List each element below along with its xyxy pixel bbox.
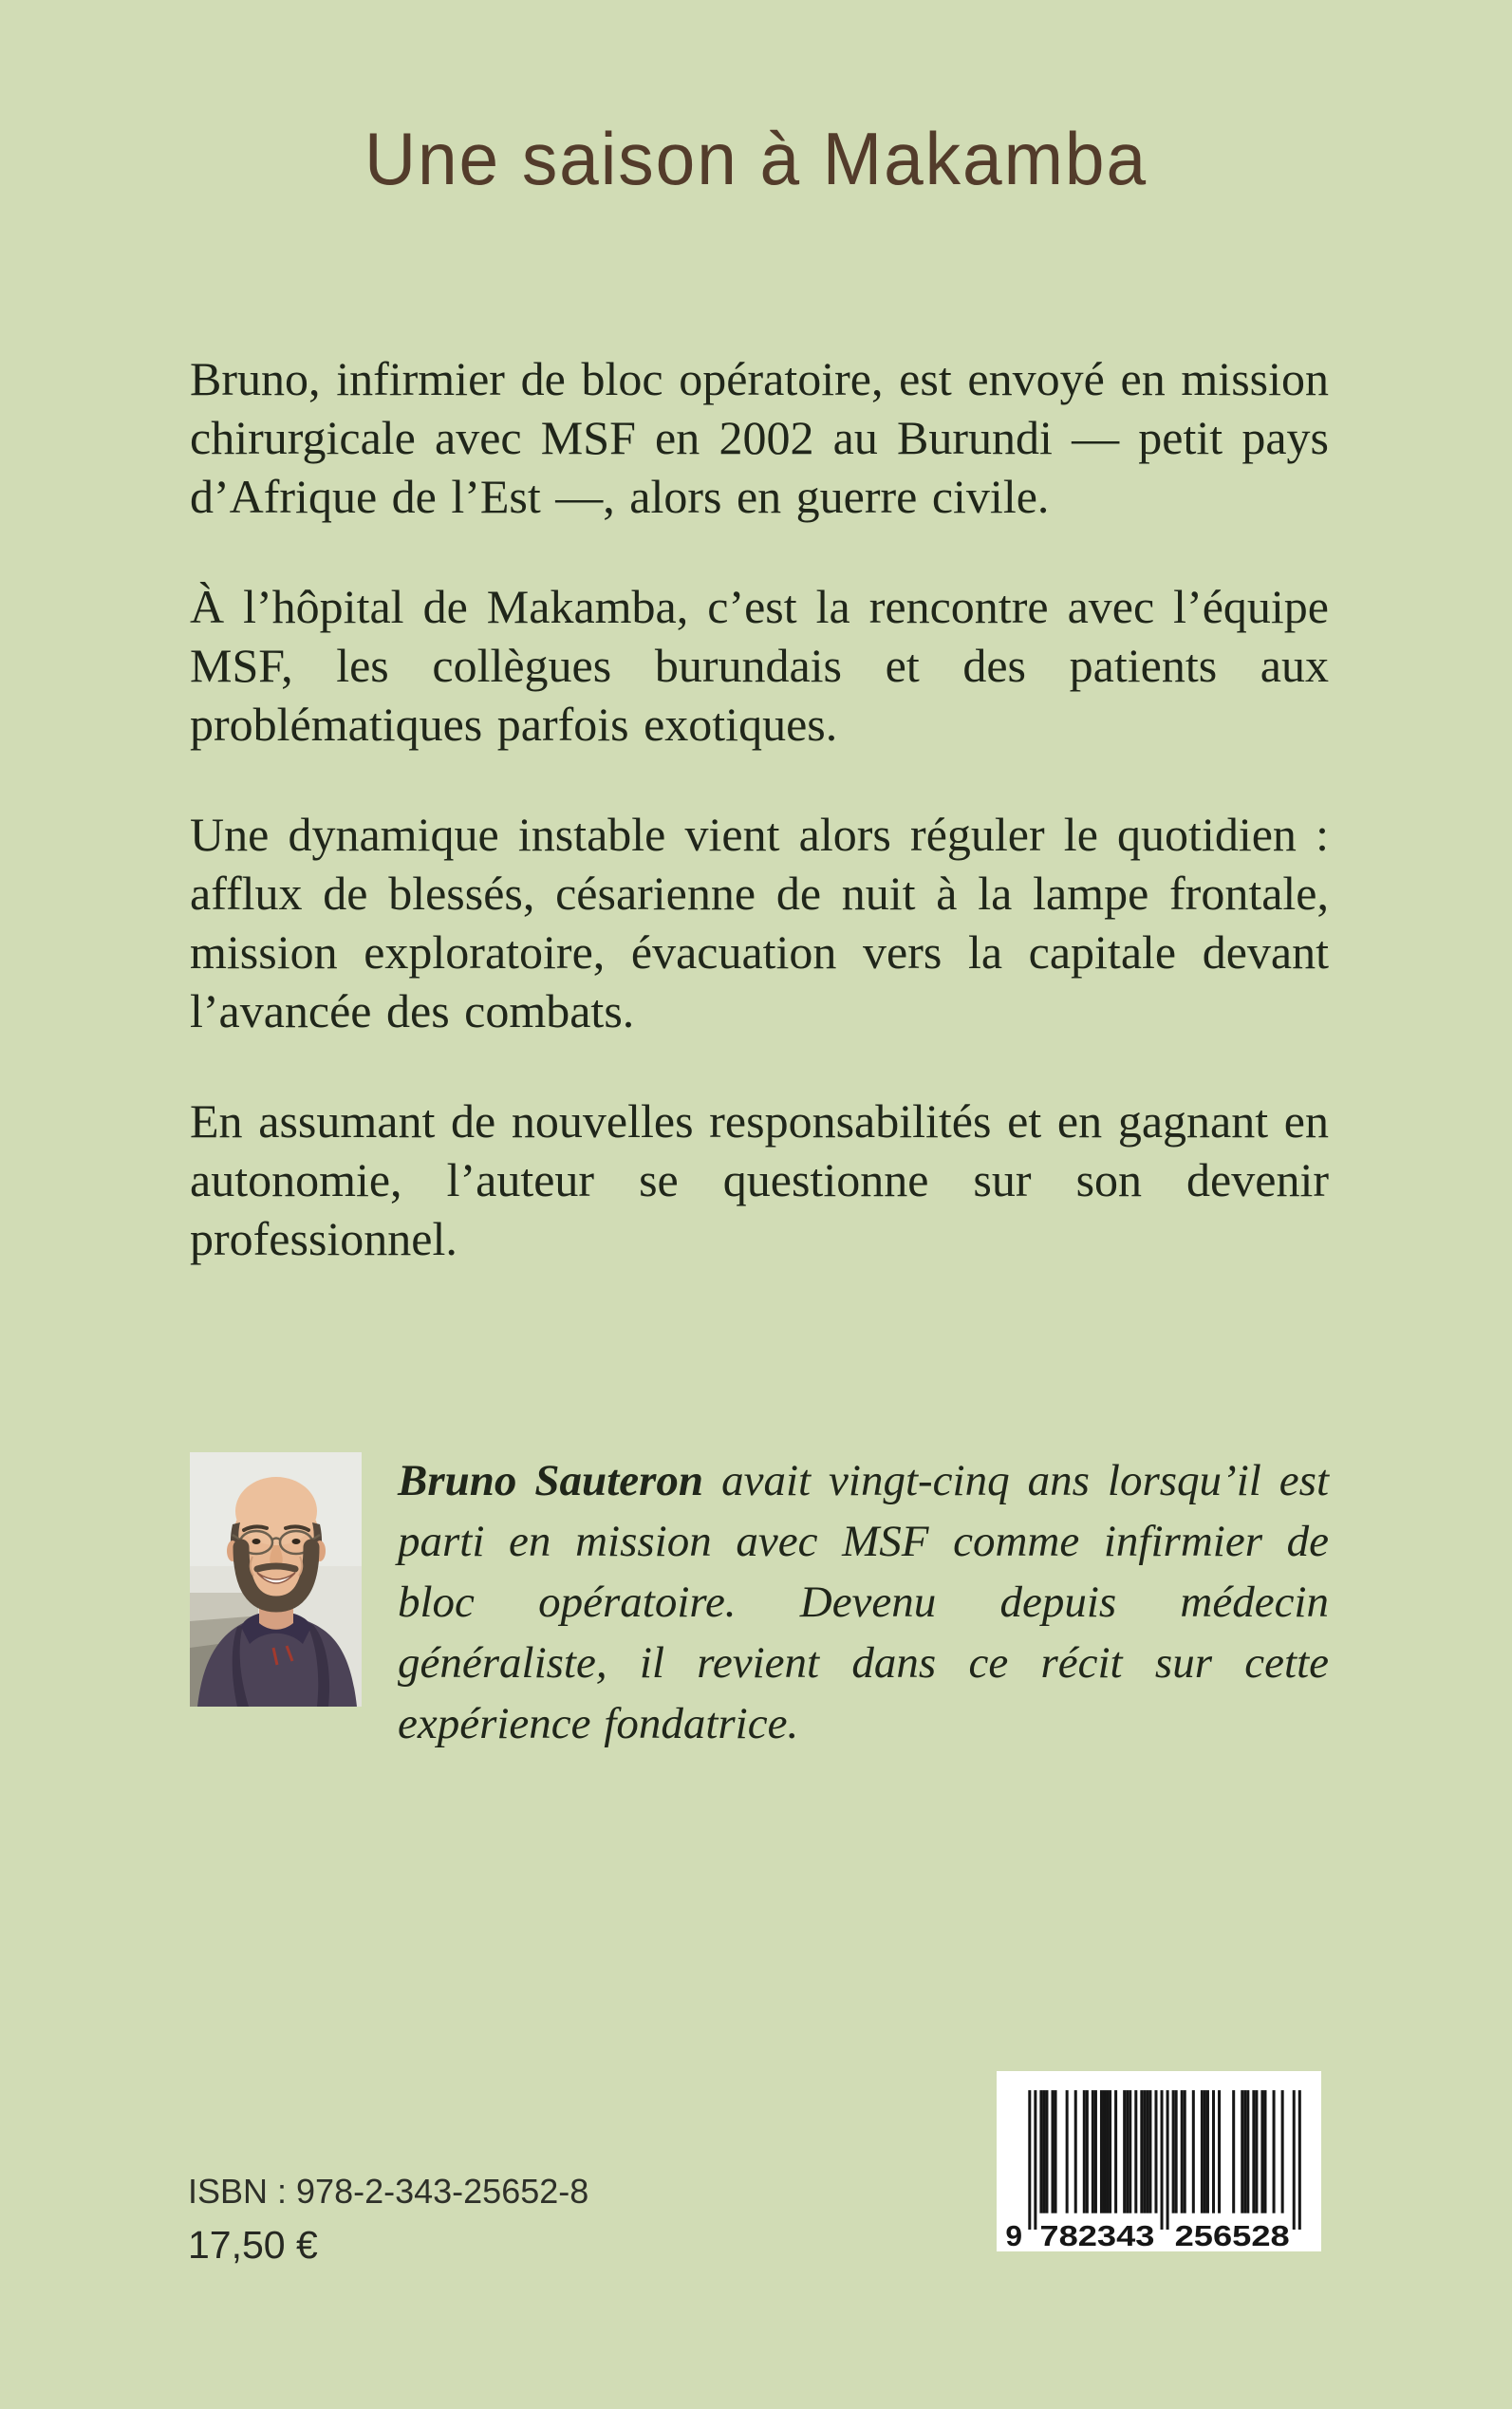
author-bio [398,1450,1329,1754]
price: 17,50 € [188,2223,318,2267]
book-title: Une saison à Makamba [364,117,1148,200]
synopsis [190,349,1329,1319]
synopsis-paragraph: À l’hôpital de Makamba, c’est la rencontre avec l’équipe MSF, les collègues burundais et des patients aux problématiques parfois exotiques. [190,580,1329,751]
svg-text:9: 9 [1005,2219,1022,2251]
author-name: Bruno Sauteron [398,1456,704,1505]
synopsis-paragraph: En assumant de nouvelles responsabilités et en gagnant en autonomie, l’auteur se questionne sur son devenir professionnel. [190,1094,1329,1265]
synopsis-paragraph: Bruno, infirmier de bloc opératoire, est envoyé en mission chirurgicale avec MSF en 2002 au Burundi — petit pays d’Afrique de l’Est —, alors en guerre civile. [190,352,1329,523]
author-section [190,1450,1329,1754]
barcode-svg [997,2071,1321,2251]
synopsis-paragraph: Une dynamique instable vient alors réguler le quotidien : afflux de blessés, césarienne de nuit à la lampe frontale, mission exploratoire, évacuation vers la capitale devant l’avancée des combats. [190,808,1329,1037]
svg-text:256528: 256528 [1174,2219,1290,2251]
barcode [997,2071,1321,2251]
author-photo [190,1452,362,1707]
author-portrait-illustration [190,1452,362,1707]
author-bio-text: avait vingt-cinq ans lorsqu’il est parti en mission avec MSF comme infirmier de bloc opératoire. Devenu depuis médecin généraliste, il revient dans ce récit sur cette expérience fondatrice. [398,1456,1330,1748]
svg-text:782343: 782343 [1039,2219,1155,2251]
isbn: ISBN : 978-2-343-25652-8 [188,2172,589,2211]
